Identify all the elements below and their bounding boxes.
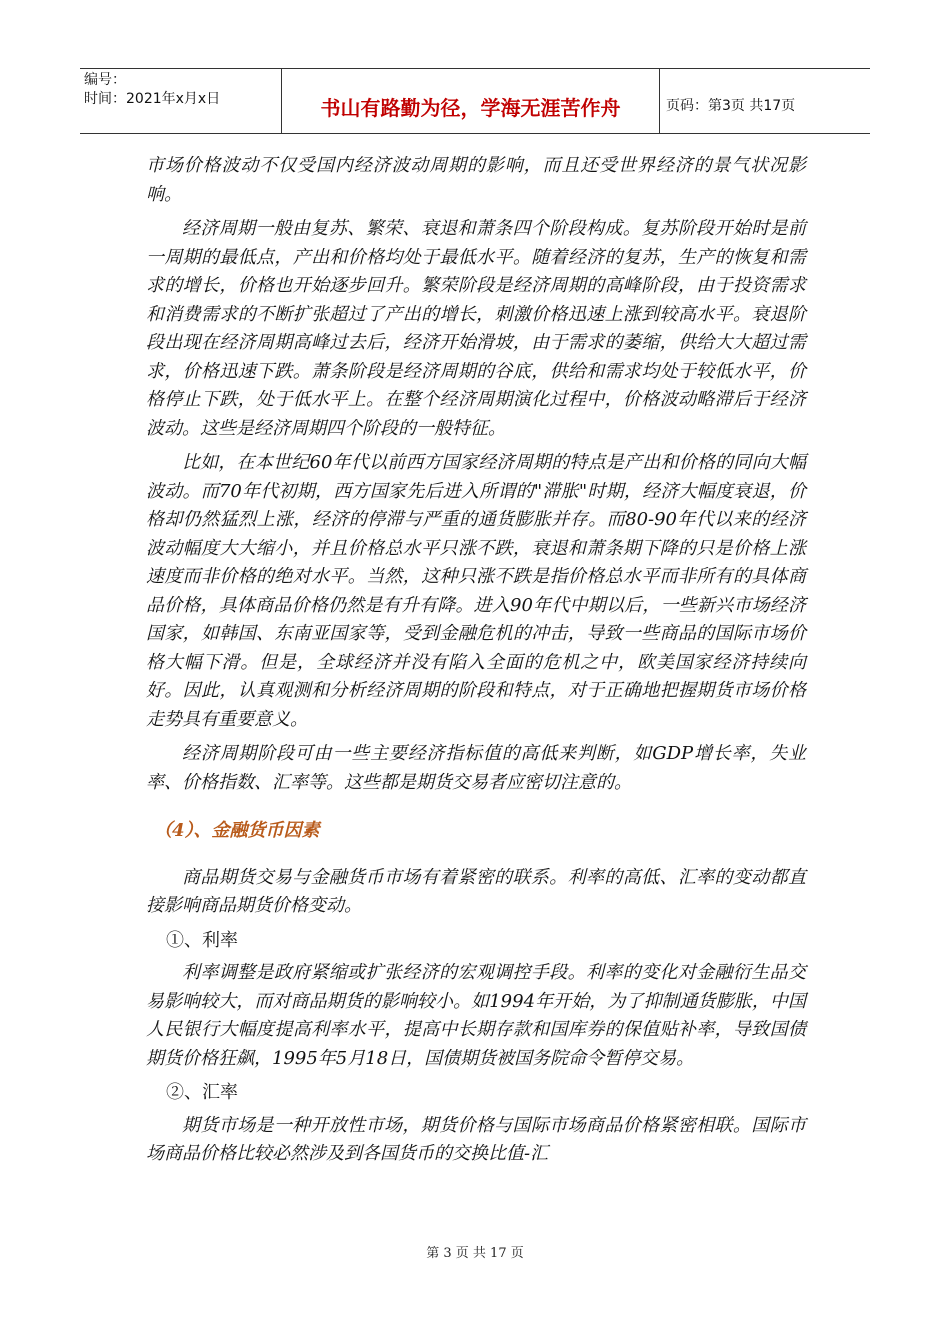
- document-body: [146, 152, 806, 1175]
- header-page-info: 页码：第3页 共17页: [666, 98, 796, 114]
- body-paragraph-1: 市场价格波动不仅受国内经济波动周期的影响，而且还受世界经济的景气状况影响。: [146, 155, 806, 205]
- interest-rate-paragraph: 利率调整是政府紧缩或扩张经济的宏观调控手段。利率的变化对金融衍生品交易影响较大，而对商品期货的影响较小。如1994年开始，为了抑制通货膨胀，中国人民银行大幅度提高利率水平，提高中长期存款和国库券的保值贴补率，导致国债期货价格狂飙，1995年5月18日，国债期货被国务院命令暂停交易。: [146, 962, 806, 1069]
- body-paragraph-4: 经济周期阶段可由一些主要经济指标值的高低来判断，如GDP增长率，失业率、价格指数、汇率等。这些都是期货交易者应密切注意的。: [146, 743, 806, 793]
- section-heading-financial-factors: （4）、金融货币因素: [154, 820, 320, 841]
- document-time-label: 时间：2021年x月x日: [84, 91, 221, 107]
- header-left-cell: [80, 69, 282, 133]
- body-paragraph-3: 比如，在本世纪60年代以前西方国家经济周期的特点是产出和价格的同向大幅波动。而70年代初期，西方国家先后进入所谓的"滞胀"时期，经济大幅度衰退，价格却仍然猛烈上涨，经济的停滞与严重的通货膨胀并存。而80-90年代以来的经济波动幅度大大缩小，并且价格总水平只涨不跌，衰退和萧条期下降的只是价格上涨速度而非价格的绝对水平。当然，这种只涨不跌是指价格总水平而非所有的具体商品价格，具体商品价格仍然是有升有降。进入90年代中期以后，一些新兴市场经济国家，如韩国、东南亚国家等，受到金融危机的冲击，导致一些商品的国际市场价格大幅下滑。但是，全球经济并没有陷入全面的危机之中，欧美国家经济持续向好。因此，认真观测和分析经济周期的阶段和特点，对于正确地把握期货市场价格走势具有重要意义。: [146, 452, 806, 730]
- body-paragraph-2: 经济周期一般由复苏、繁荣、衰退和萧条四个阶段构成。复苏阶段开始时是前一周期的最低点，产出和价格均处于最低水平。随着经济的复苏，生产的恢复和需求的增长，价格也开始逐步回升。繁荣阶段是经济周期的高峰阶段，由于投资需求和消费需求的不断扩张超过了产出的增长，刺激价格迅速上涨到较高水平。衰退阶段出现在经济周期高峰过去后，经济开始滑坡，由于需求的萎缩，供给大大超过需求，价格迅速下跌。萧条阶段是经济周期的谷底，供给和需求均处于较低水平，价格停止下跌，处于低水平上。在整个经济周期演化过程中，价格波动略滞后于经济波动。这些是经济周期四个阶段的一般特征。: [146, 218, 806, 439]
- exchange-rate-paragraph: 期货市场是一种开放性市场，期货价格与国际市场商品价格紧密相联。国际市场商品价格比较必然涉及到各国货币的交换比值-汇: [146, 1114, 806, 1164]
- sub-heading-exchange-rate: ②、汇率: [166, 1082, 238, 1103]
- page-footer: 第 3 页 共 17 页: [426, 1246, 524, 1261]
- sub-heading-interest-rate: ①、利率: [166, 929, 238, 951]
- section-intro-paragraph: 商品期货交易与金融货币市场有着紧密的联系。利率的高低、汇率的变动都直接影响商品期货价格变动。: [146, 866, 806, 916]
- document-number-label: 编号：: [84, 72, 126, 88]
- page-header: [80, 68, 870, 134]
- header-motto: 书山有路勤为径，学海无涯苦作舟: [282, 69, 660, 133]
